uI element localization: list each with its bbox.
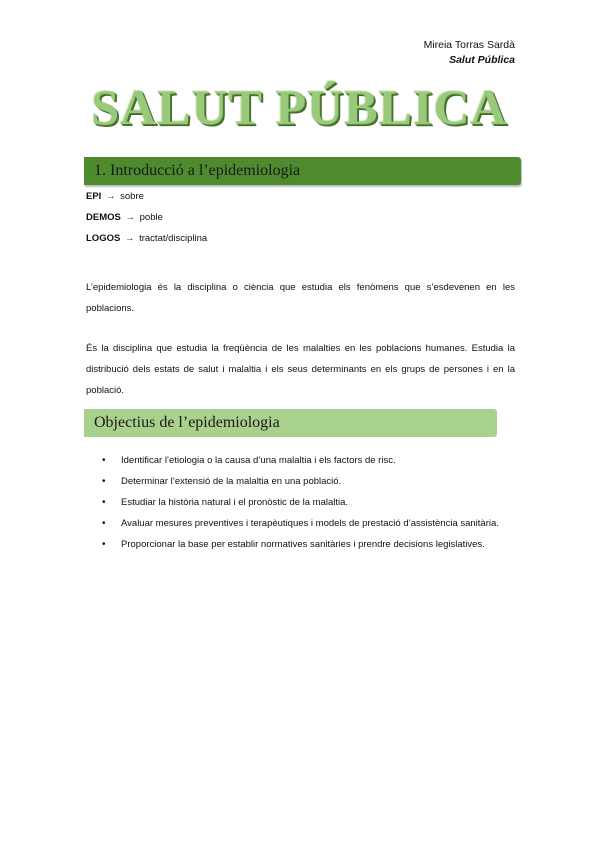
document-title: SALUT PÚBLICA xyxy=(91,79,508,135)
description-paragraph: És la disciplina que estudia la freqüència de les malalties en les poblacions humanes. Estudia la distribució dels estats de salut i malaltia i els seus determinants en els grups de persones i en la població. xyxy=(86,342,515,396)
etymology-list xyxy=(86,189,207,252)
list-item-text: Estudiar la història natural i el pronòstic de la malaltia. xyxy=(121,497,349,508)
bullet-icon: • xyxy=(102,539,106,550)
list-item-text: Proporcionar la base per establir normatives sanitàries i prendre decisions legislatives. xyxy=(121,539,485,550)
definition-paragraph: L’epidemiologia és la disciplina o ciència que estudia els fenòmens que s’esdevenen en les poblacions. xyxy=(86,281,515,314)
term-meaning: tractat/disciplina xyxy=(139,233,208,244)
objectives-list xyxy=(100,450,515,555)
author-name: Mireia Torras Sardà xyxy=(423,39,515,51)
section-heading-objectives: Objectius de l’epidemiologia xyxy=(84,409,497,437)
list-item-text: Identificar l’etiologia o la causa d’una malaltia i els factors de risc. xyxy=(121,455,396,466)
term-row xyxy=(86,210,207,231)
term-word: EPI xyxy=(86,191,102,202)
list-item xyxy=(100,471,515,492)
term-word: LOGOS xyxy=(86,233,121,244)
list-item-text: Avaluar mesures preventives i terapèutiques i models de prestació d’assistència sanitària. xyxy=(121,518,499,529)
bullet-icon: • xyxy=(102,518,106,529)
list-item-text: Determinar l’extensió de la malaltia en una població. xyxy=(121,476,342,487)
arrow-right-icon: → xyxy=(105,191,116,202)
bullet-icon: • xyxy=(102,455,106,466)
section-heading-introduction: 1. Introducció a l’epidemiologia xyxy=(84,157,521,185)
list-item xyxy=(100,450,515,471)
term-row xyxy=(86,231,207,252)
arrow-right-icon: → xyxy=(124,233,135,244)
arrow-right-icon: → xyxy=(125,212,135,223)
subject-name: Salut Pública xyxy=(449,54,515,66)
term-meaning: sobre xyxy=(120,191,144,202)
term-row xyxy=(86,189,207,210)
term-word: DEMOS xyxy=(86,212,121,223)
list-item xyxy=(100,513,515,534)
term-meaning: poble xyxy=(139,212,163,223)
bullet-icon: • xyxy=(102,476,106,487)
list-item xyxy=(100,492,515,513)
page-header xyxy=(424,38,515,68)
list-item xyxy=(100,534,515,555)
bullet-icon: • xyxy=(102,497,106,508)
